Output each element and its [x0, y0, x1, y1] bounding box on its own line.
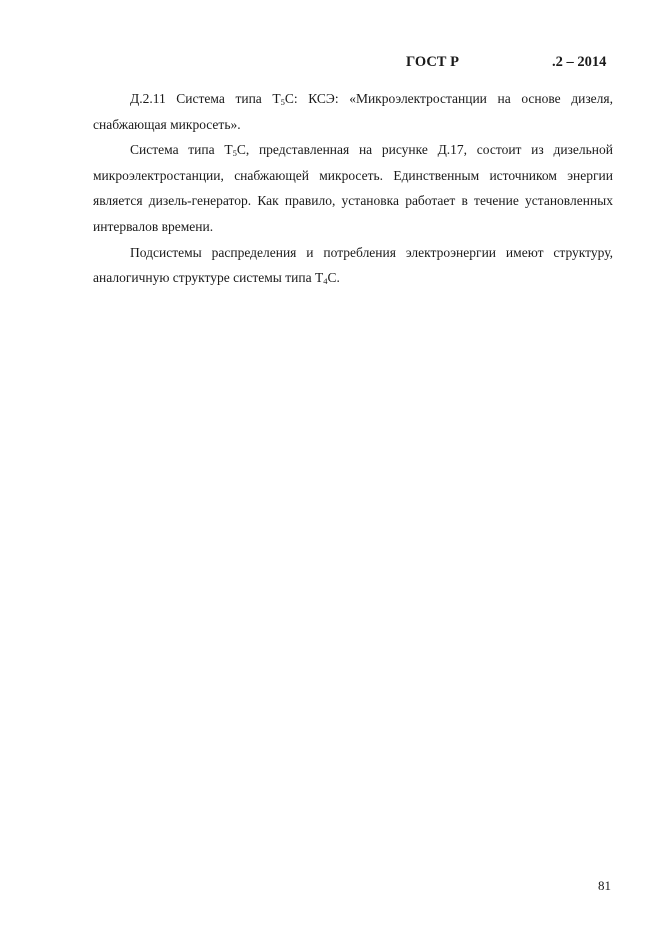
page-header	[0, 54, 661, 74]
paragraph-text: Подсистемы распределения и потребления электроэнергии имеют структуру, аналогичную структуре системы типа Т	[93, 244, 613, 286]
paragraph-subsystems	[93, 240, 613, 291]
header-standard-number: .2 – 2014	[552, 54, 607, 70]
paragraph-text: Д.2.11 Система типа Т	[130, 91, 281, 106]
paragraph-system-t5c-description	[93, 137, 613, 239]
paragraph-text: Система типа Т	[130, 142, 233, 158]
paragraph-text: С, представленная на рисунке Д.17, состоит из дизельной микроэлектростанции, снабжающей микросеть. Единственным источником энергии является дизель-генератор. Как правило, установка работает в течение установленных интервалов времени.	[93, 142, 613, 234]
document-body	[93, 86, 613, 291]
subscript: 5	[280, 97, 285, 107]
paragraph-system-t5c-title	[93, 86, 613, 137]
subscript: 5	[232, 148, 237, 159]
subscript: 4	[323, 276, 328, 287]
header-gost-label: ГОСТ Р	[406, 54, 459, 70]
page-number: 81	[598, 878, 611, 893]
paragraph-text: С: КСЭ: «Микроэлектростанции на основе дизеля, снабжающая микросеть».	[93, 91, 613, 132]
paragraph-text: С.	[327, 270, 340, 286]
